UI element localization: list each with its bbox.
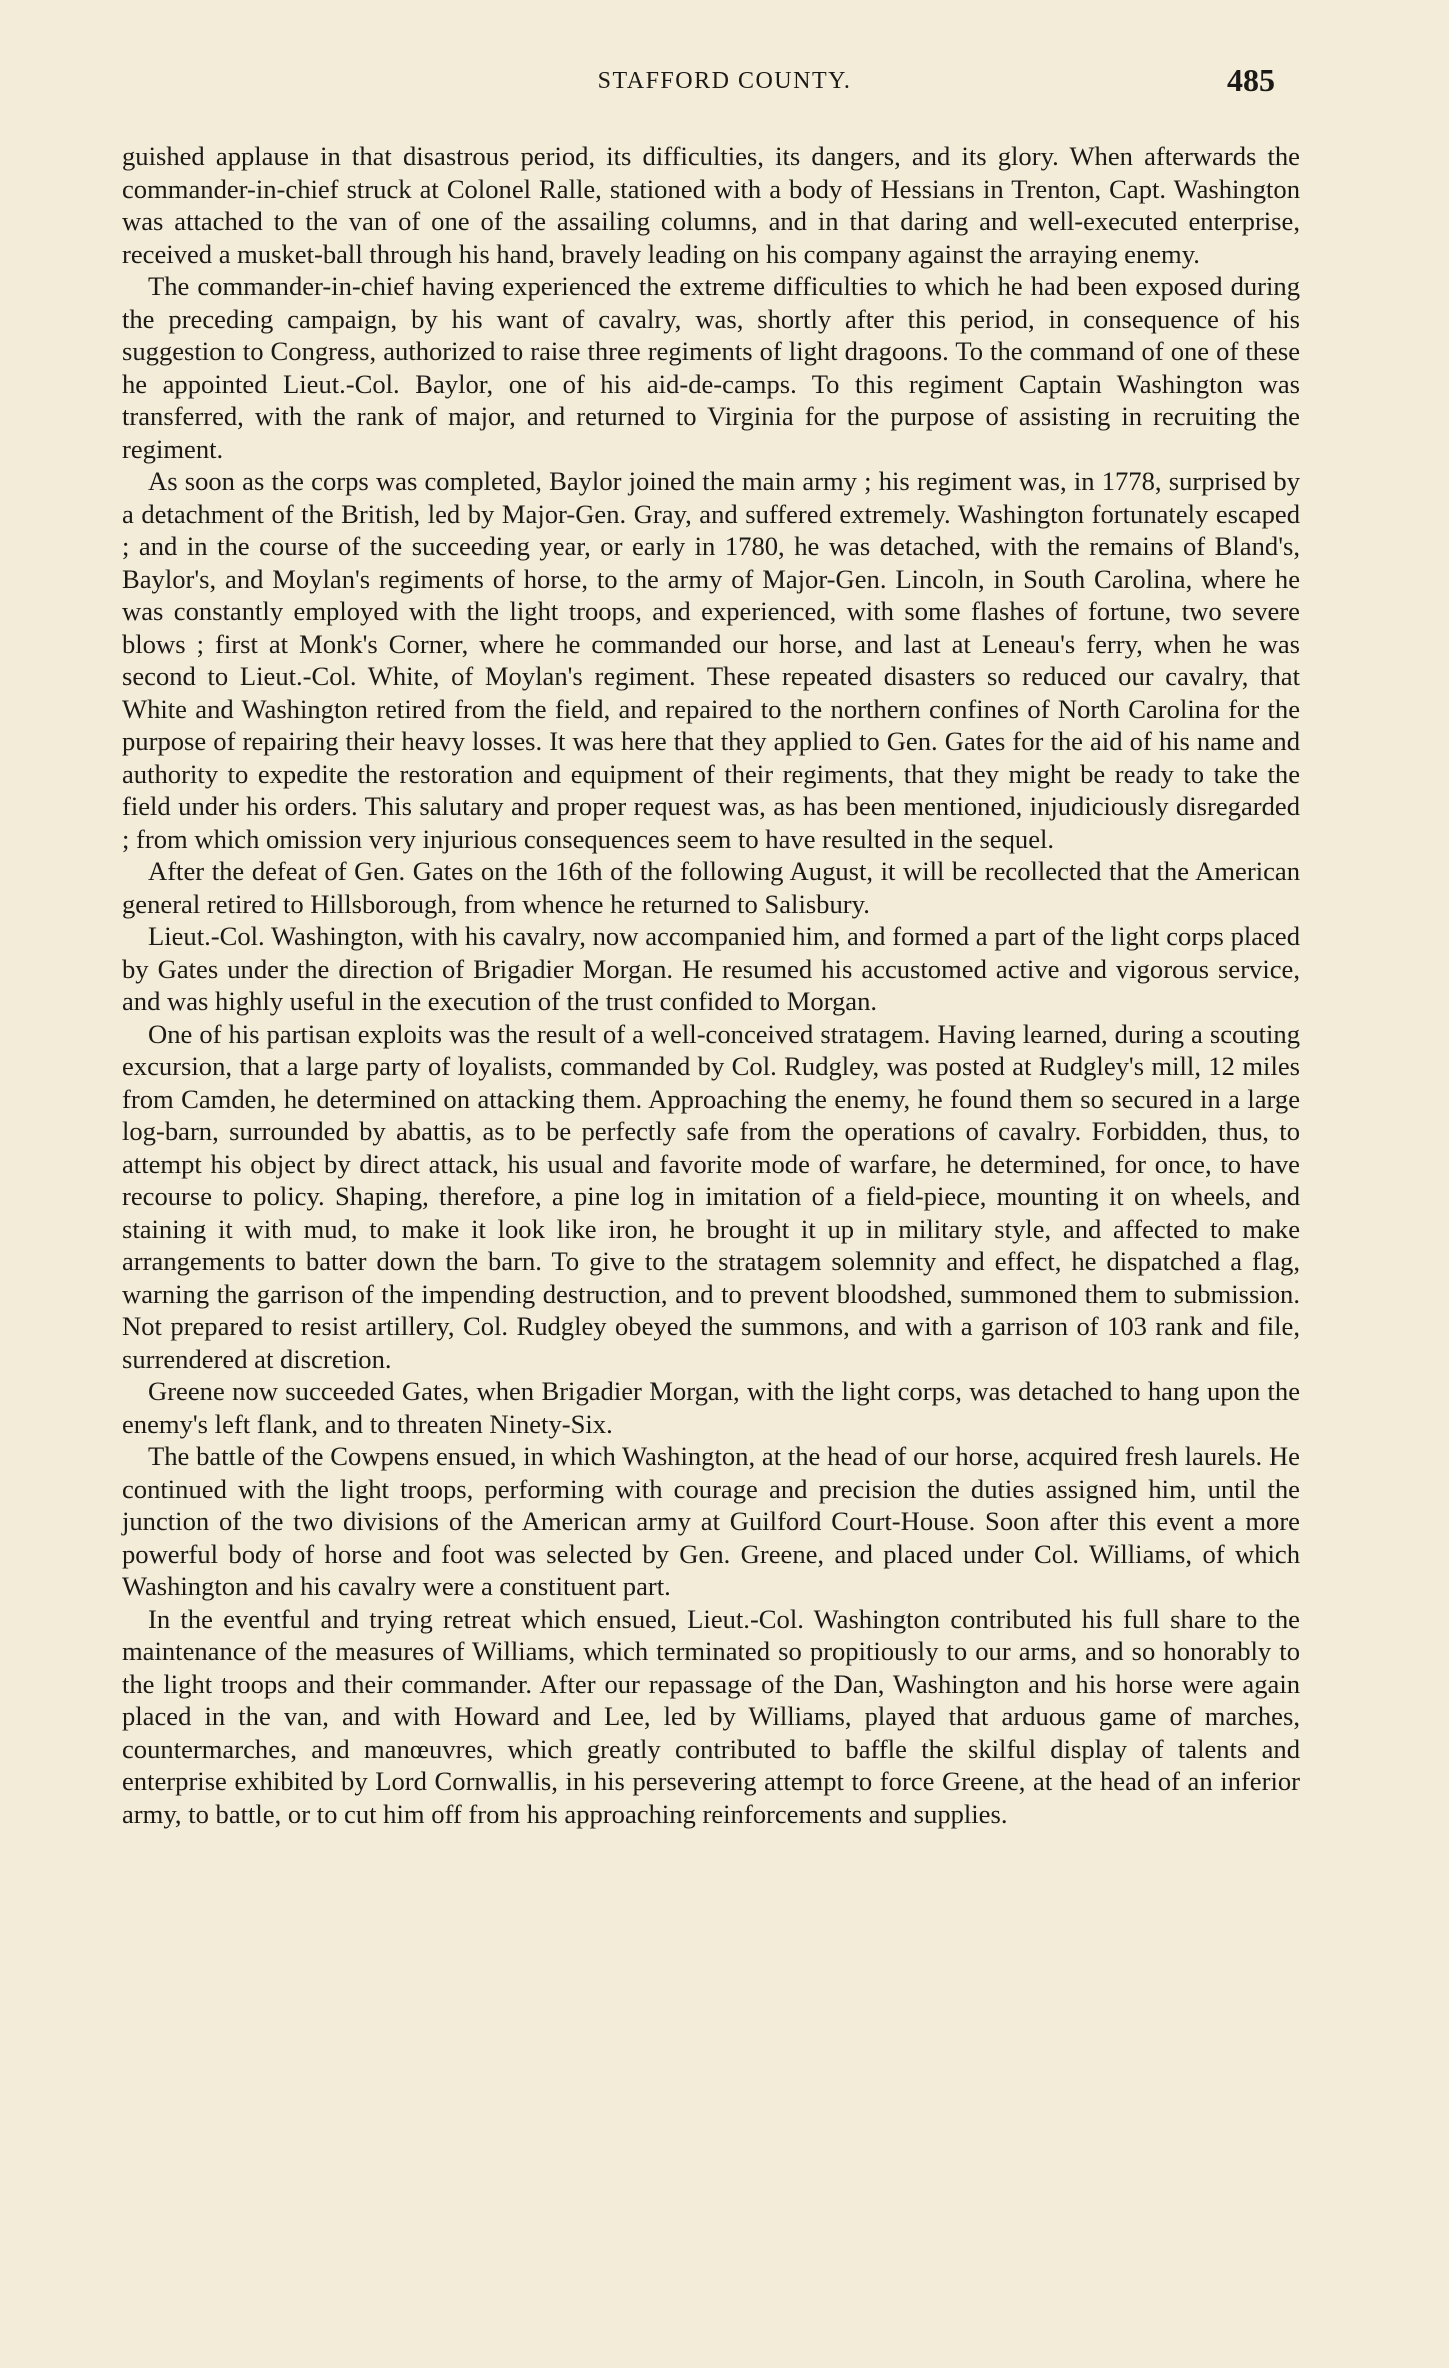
paragraph: The commander-in-chief having experienced the extreme difficulties to which he had been exposed during the preceding campaign, by his want of cavalry, was, shortly after this period, in consequence of his suggestion to Congress, authorized to raise three regiments of light dragoons. To the command of one of these he appointed Lieut.-Col. Baylor, one of his aid-de-camps. To this regiment Captain Washington was transferred, with the rank of major, and returned to Virginia for the purpose of assisting in recruiting the regiment.	[122, 271, 1300, 464]
running-title: STAFFORD COUNTY.	[597, 68, 852, 94]
page-number: 485	[1227, 62, 1275, 98]
paragraph: As soon as the corps was completed, Baylor joined the main army ; his regiment was, in 1778, surprised by a detachment of the British, led by Major-Gen. Gray, and suffered extremely. Washington fortunately escaped ; and in the course of the succeeding year, or early in 1780, he was detached, with the remains of Bland's, Baylor's, and Moylan's regiments of horse, to the army of Major-Gen. Lincoln, in South Carolina, where he was constantly employed with the light troops, and experienced, with some flashes of fortune, two severe blows ; first at Monk's Corner, where he commanded our horse, and last at Leneau's ferry, when he was second to Lieut.-Col. White, of Moylan's regiment. These repeated disasters so reduced our cavalry, that White and Washington retired from the field, and repaired to the northern confines of North Carolina for the purpose of repairing their heavy losses. It was here that they applied to Gen. Gates for the aid of his name and authority to expedite the restoration and equipment of their regiments, that they might be ready to take the field under his orders. This salutary and proper request was, as has been mentioned, injudiciously disregarded ; from which omission very injurious consequences seem to have resulted in the sequel.	[122, 466, 1300, 854]
body-text	[122, 140, 1300, 1830]
paragraph: Greene now succeeded Gates, when Brigadier Morgan, with the light corps, was detached to hang upon the enemy's left flank, and to threaten Ninety-Six.	[122, 1376, 1300, 1439]
paragraph: After the defeat of Gen. Gates on the 16th of the following August, it will be recollected that the American general retired to Hillsborough, from whence he returned to Salisbury.	[122, 856, 1300, 919]
paragraph: One of his partisan exploits was the result of a well-conceived stratagem. Having learned, during a scouting excursion, that a large party of loyalists, commanded by Col. Rudgley, was posted at Rudgley's mill, 12 miles from Camden, he determined on attacking them. Approaching the enemy, he found them so secured in a large log-barn, surrounded by abattis, as to be perfectly safe from the operations of cavalry. Forbidden, thus, to attempt his object by direct attack, his usual and favorite mode of warfare, he determined, for once, to have recourse to policy. Shaping, therefore, a pine log in imitation of a field-piece, mounting it on wheels, and staining it with mud, to make it look like iron, he brought it up in military style, and affected to make arrangements to batter down the barn. To give to the stratagem solemnity and effect, he dispatched a flag, warning the garrison of the impending destruction, and to prevent bloodshed, summoned them to submission. Not prepared to resist artillery, Col. Rudgley obeyed the summons, and with a garrison of 103 rank and file, surrendered at discretion.	[122, 1018, 1300, 1374]
paragraph: In the eventful and trying retreat which ensued, Lieut.-Col. Washington contributed his full share to the maintenance of the measures of Williams, which terminated so propitiously to our arms, and so honorably to the light troops and their commander. After our repassage of the Dan, Washington and his horse were again placed in the van, and with Howard and Lee, led by Williams, played that arduous game of marches, countermarches, and manœuvres, which greatly contributed to baffle the skilful display of talents and enterprise exhibited by Lord Cornwallis, in his persevering attempt to force Greene, at the head of an inferior army, to battle, or to cut him off from his approaching reinforcements and supplies.	[122, 1603, 1300, 1829]
paragraph: Lieut.-Col. Washington, with his cavalry, now accompanied him, and formed a part of the light corps placed by Gates under the direction of Brigadier Morgan. He resumed his accustomed active and vigorous service, and was highly useful in the execution of the trust confided to Morgan.	[122, 921, 1300, 1016]
paragraph: The battle of the Cowpens ensued, in which Washington, at the head of our horse, acquired fresh laurels. He continued with the light troops, performing with courage and precision the duties assigned him, until the junction of the two divisions of the American army at Guilford Court-House. Soon after this event a more powerful body of horse and foot was selected by Gen. Greene, and placed under Col. Williams, of which Washington and his cavalry were a constituent part.	[122, 1441, 1300, 1601]
paragraph: guished applause in that disastrous period, its difficulties, its dangers, and its glory. When afterwards the commander-in-chief struck at Colonel Ralle, stationed with a body of Hessians in Trenton, Capt. Washington was attached to the van of one of the assailing columns, and in that daring and well-executed enterprise, received a musket-ball through his hand, bravely leading on his company against the arraying enemy.	[122, 141, 1300, 269]
page-header	[0, 62, 1449, 102]
